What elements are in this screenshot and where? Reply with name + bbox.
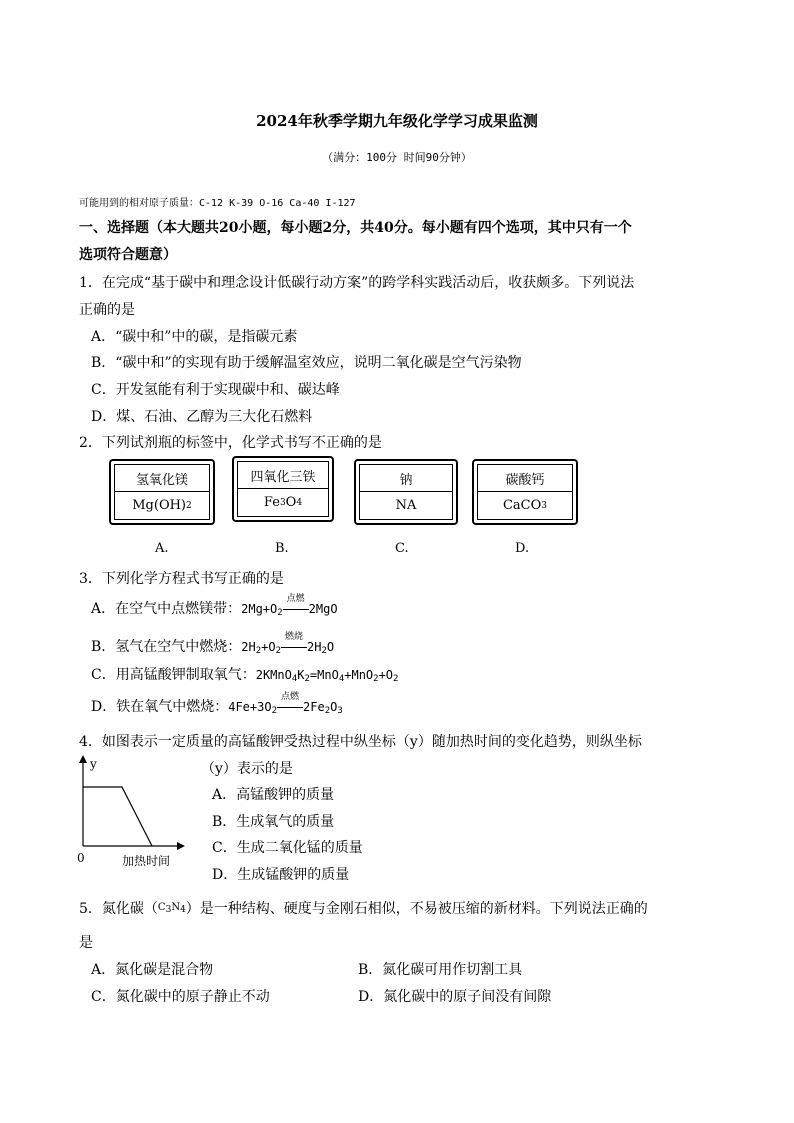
- q4-option-d: D．生成锰酸钾的质量: [212, 867, 350, 883]
- q3-option-c: C．用高锰酸钾制取氧气：$2KMnO_4K_2=MnO_4+MnO_2+O_2$: [91, 667, 399, 684]
- q2-stem: 2．下列试剂瓶的标签中，化学式书写不正确的是: [79, 435, 382, 451]
- q4-option-b: B．生成氧气的质量: [212, 814, 335, 830]
- exam-info: （满分：100分 时间90分钟）: [322, 151, 472, 164]
- page-title: 2024年秋季学期九年级化学学习成果监测: [256, 112, 538, 130]
- q5-stem-line2: 是: [79, 935, 93, 951]
- q3-option-a: A．在空气中点燃镁带：$2Mg+O_2$ 点燃 2MgO: [91, 594, 338, 618]
- q2-letter-a: A.: [155, 541, 169, 556]
- q2-letter-b: B.: [275, 541, 289, 556]
- q5-stem-line1: 5．氮化碳（$^{C_3N_4}$）是一种结构、硬度与金刚石相似，不易被压缩的新材料。下列说法正确的: [79, 901, 648, 917]
- q3-option-d: D．铁在氧气中燃烧：$4Fe+3O_2$ 点燃 $2Fe_2O_3$: [91, 692, 343, 716]
- q4-option-c: C．生成二氧化锰的质量: [212, 840, 363, 856]
- q5-option-c: C．氮化碳中的原子静止不动: [91, 989, 270, 1005]
- atomic-masses: 可能用到的相对原子质量：C-12 K-39 O-16 Ca-40 I-127: [79, 198, 356, 209]
- q1-option-b: B．“碳中和”的实现有助于缓解温室效应，说明二氧化碳是空气污染物: [91, 355, 522, 371]
- section-heading-line1: 一、选择题（本大题共20小题，每小题2分，共40分。每小题有四个选项，其中只有一个: [79, 220, 632, 236]
- reagent-formula: CaCO 3: [502, 498, 548, 513]
- q4-stem-line1: 4．如图表示一定质量的高锰酸钾受热过程中纵坐标（y）随加热时间的变化趋势，则纵坐标: [79, 734, 642, 750]
- x-axis-label: 加热时间: [122, 854, 171, 868]
- q1-option-c: C．开发氢能有利于实现碳中和、碳达峰: [91, 382, 340, 398]
- reagent-label-c: [354, 459, 458, 525]
- q3-stem: 3．下列化学方程式书写正确的是: [79, 571, 284, 587]
- reagent-label-b: [232, 456, 334, 522]
- y-axis-arrow: [79, 755, 87, 763]
- y-axis-label: y: [90, 757, 97, 771]
- q2-letter-d: D.: [515, 541, 530, 556]
- q5-option-a: A．氮化碳是混合物: [91, 962, 214, 978]
- q1-stem-line1: 1．在完成“基于碳中和理念设计低碳行动方案”的跨学科实践活动后，收获颇多。下列说法: [79, 275, 635, 291]
- reagent-label-a: [109, 459, 215, 525]
- reagent-formula: NA: [395, 498, 417, 513]
- trend-line: [83, 787, 152, 846]
- q4-graph: [74, 754, 194, 870]
- reagent-label-d: [472, 459, 578, 525]
- reagent-name: 碳酸钙: [478, 465, 572, 492]
- q5-option-b: B．氮化碳可用作切割工具: [358, 962, 523, 978]
- q2-letter-c: C.: [395, 541, 409, 556]
- reagent-formula: Mg(OH) 2: [132, 498, 192, 513]
- x-axis-arrow: [177, 842, 185, 850]
- q5-option-d: D．氮化碳中的原子间没有间隙: [358, 989, 552, 1005]
- q3-option-b: B．氢气在空气中燃烧：$2H_2+O_2$ 燃烧 $2H_2O$: [91, 632, 335, 656]
- q1-option-a: A．“碳中和”中的碳，是指碳元素: [91, 329, 298, 345]
- reagent-name: 四氧化三铁: [238, 462, 328, 489]
- origin-label: 0: [77, 851, 85, 865]
- reagent-formula: Fe 3 O 4: [263, 495, 303, 510]
- q1-option-d: D．煤、石油、乙醇为三大化石燃料: [91, 409, 313, 425]
- q4-stem-line2: （y）表示的是: [201, 761, 293, 777]
- q1-stem-line2: 正确的是: [79, 302, 135, 318]
- section-heading-line2: 选项符合题意）: [79, 247, 177, 263]
- reagent-name: 氢氧化镁: [115, 465, 209, 492]
- q4-option-a: A．高锰酸钾的质量: [212, 787, 335, 803]
- reagent-name: 钠: [360, 465, 452, 492]
